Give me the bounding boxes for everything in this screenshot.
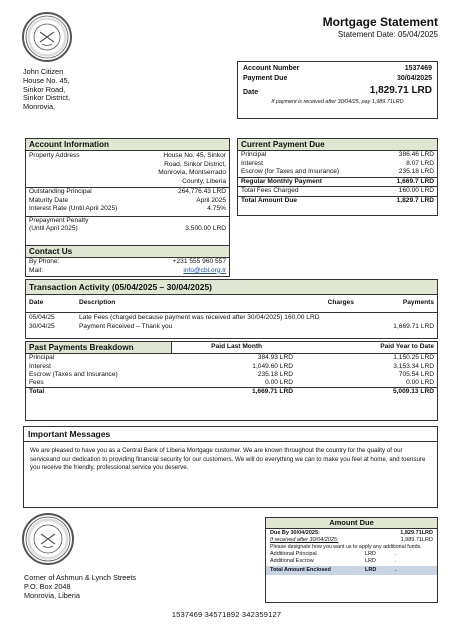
bank-address-line: Corner of Ashmun & Lynch Streets <box>24 573 137 582</box>
additional-escrow-label: Additional Escrow <box>270 558 314 564</box>
fees-charged-label: Total Fees Charged <box>241 187 299 194</box>
regular-payment-value: 1,669.7 LRD <box>396 177 434 185</box>
date-label: Date <box>243 89 259 96</box>
phone-value: +231 555 960 557 <box>172 258 226 265</box>
prepayment-penalty-label: Prepayment Penalty <box>29 216 89 224</box>
payment-principal-label: Principal <box>241 151 267 158</box>
table-row: Principal 384.93 LRD 1,150.25 LRD <box>29 354 434 362</box>
contact-title: Contact Us <box>26 246 229 258</box>
table-total-row: Total 1,669.71 LRD 5,009.13 LRD <box>26 388 437 397</box>
statement-date: Statement Date: 05/04/2025 <box>337 30 438 39</box>
past-payments-section <box>25 341 438 421</box>
account-number-value: 1537469 <box>404 65 432 72</box>
property-address-value: House No. 45, Sinkor Road, Sinkor District, Monrovia, Montserrado County, Liberia <box>158 152 226 185</box>
total-due-value: 1,829.7 LRD <box>396 196 434 204</box>
outstanding-principal-label: Outstanding Principal <box>29 188 92 195</box>
outstanding-principal-value: 264,776.43 LRD <box>177 188 226 195</box>
maturity-date-label: Maturity Date <box>29 196 69 204</box>
table-row: 05/04/25 Late Fees (charged because payment was received after 30/04/2025) 160.00 LRD <box>29 314 320 322</box>
table-row: Fees 0.00 LRD 0.00 LRD <box>29 379 434 387</box>
email-link[interactable]: info@cbl.org.lr <box>183 266 226 274</box>
customer-address-line: House No. 45, <box>23 75 70 85</box>
fees-charged-value: 160.00 LRD <box>398 187 434 194</box>
column-header-year-to-date: Paid Year to Date <box>380 343 434 350</box>
bank-address-line: Monrovia, Liberia <box>24 591 80 600</box>
important-messages-section <box>23 426 438 508</box>
due-by-label: Due By 30/04/2025: <box>270 530 320 536</box>
transaction-activity-section <box>25 279 438 339</box>
payment-due-label: Payment Due <box>243 75 288 82</box>
property-address-label: Property Address <box>29 152 80 159</box>
bank-address-line: P.O. Box 2048 <box>24 582 71 591</box>
account-information-section <box>25 138 230 246</box>
amount-due-title: Amount Due <box>266 518 437 529</box>
table-row: Interest 1,049.60 LRD 3,153.34 LRD <box>29 362 434 370</box>
additional-principal-label: Additional Principal <box>270 551 317 557</box>
additional-principal-input[interactable]: . <box>395 551 397 557</box>
interest-rate-value: 4.75% <box>207 205 226 212</box>
table-row: 30/04/25 Payment Received – Thank you 1,669.71 LRD <box>29 322 434 330</box>
payment-interest-value: 8.07 LRD <box>406 159 434 167</box>
account-information-title: Account Information <box>26 139 229 151</box>
account-summary-box <box>237 61 438 119</box>
current-payment-section <box>237 138 438 216</box>
customer-address-line: Sinkor District, <box>23 93 71 103</box>
customer-address <box>23 68 70 112</box>
customer-name: John Citizen <box>23 67 64 76</box>
column-header-payments: Payments <box>402 299 434 306</box>
transaction-activity-title: Transaction Activity (05/04/2025 – 30/04/2025) <box>26 280 437 295</box>
column-header-charges: Charges <box>327 299 354 306</box>
column-header-last-month: Paid Last Month <box>211 343 263 350</box>
payment-due-value: 30/04/2025 <box>396 75 432 82</box>
customer-address-line: Sinkor Road, <box>23 84 66 94</box>
late-payment-note: If payment is received after 30/04/25, pay 1,989.71LRD <box>271 99 404 105</box>
column-header-date: Date <box>29 299 44 306</box>
amount-due-coupon: Amount Due Due By 30/04/2025: 1,829.71LRD If received after 30/04/2025: 1,989.71LRD Please designate how you want us to apply any additional funds. Additional Principal LRD . Additional Escrow LRD . Total Amount Enclosed LRD . <box>265 517 438 603</box>
past-payments-title: Past Payments Breakdown <box>26 342 172 354</box>
phone-label: By Phone: <box>29 258 60 265</box>
current-payment-title: Current Payment Due <box>238 139 437 151</box>
regular-payment-label: Regular Monthly Payment <box>241 177 322 185</box>
total-due-label: Total Amount Due <box>241 196 298 204</box>
contact-section <box>25 245 230 277</box>
additional-escrow-input[interactable]: . <box>395 558 397 564</box>
bank-seal-logo <box>22 12 72 62</box>
bank-address <box>24 573 136 600</box>
mail-label: Mail: <box>29 266 43 274</box>
important-messages-body: We are pleased to have you as a Central Bank of Liberia Mortgage customer. We are known throughout the country for the quality of our serviceand our dedication to providing financial security for our customers. We will do everything we can to make you feel at home, and toensure you receive the friendly, professional service you deserve. <box>30 447 426 472</box>
due-by-value: 1,829.71LRD <box>400 530 433 536</box>
table-row: Escrow (Taxes and Insurance) 235.18 LRD 705.54 LRD <box>29 370 434 378</box>
payment-escrow-label: Escrow (for Taxes and Insurance) <box>241 168 340 175</box>
important-messages-title: Important Messages <box>24 427 437 442</box>
column-header-description: Description <box>79 299 116 306</box>
prepayment-penalty-period: (Until April 2025) <box>29 225 78 232</box>
late-amount-label: If received after 30/04/2025: <box>270 537 339 543</box>
total-enclosed-row: Total Amount Enclosed LRD . <box>266 566 437 575</box>
payment-escrow-value: 235.18 LRD <box>398 168 434 175</box>
account-number-label: Account Number <box>243 65 300 72</box>
prepayment-penalty-value: 3,500.00 LRD <box>185 225 226 232</box>
interest-rate-label: Interest Rate (Until April 2025) <box>29 205 118 212</box>
total-enclosed-input[interactable]: . <box>395 567 397 573</box>
statement-title: Mortgage Statement <box>322 15 438 29</box>
table-header-row <box>26 299 437 307</box>
late-amount-value: 1,989.71LRD <box>400 537 433 543</box>
customer-address-line: Monrovia, <box>23 102 56 112</box>
maturity-date-value: April 2025 <box>196 196 226 204</box>
bank-seal-logo-footer <box>22 513 74 565</box>
payment-principal-value: 386.46 LRD <box>398 151 434 158</box>
amount-due-value: 1,829.71 LRD <box>369 85 432 96</box>
payment-interest-label: Interest <box>241 159 263 167</box>
account-reference-numbers: 1537469 34571892 342359127 <box>171 610 282 619</box>
additional-funds-instructions: Please designate how you want us to apply any additional funds. <box>270 544 422 550</box>
